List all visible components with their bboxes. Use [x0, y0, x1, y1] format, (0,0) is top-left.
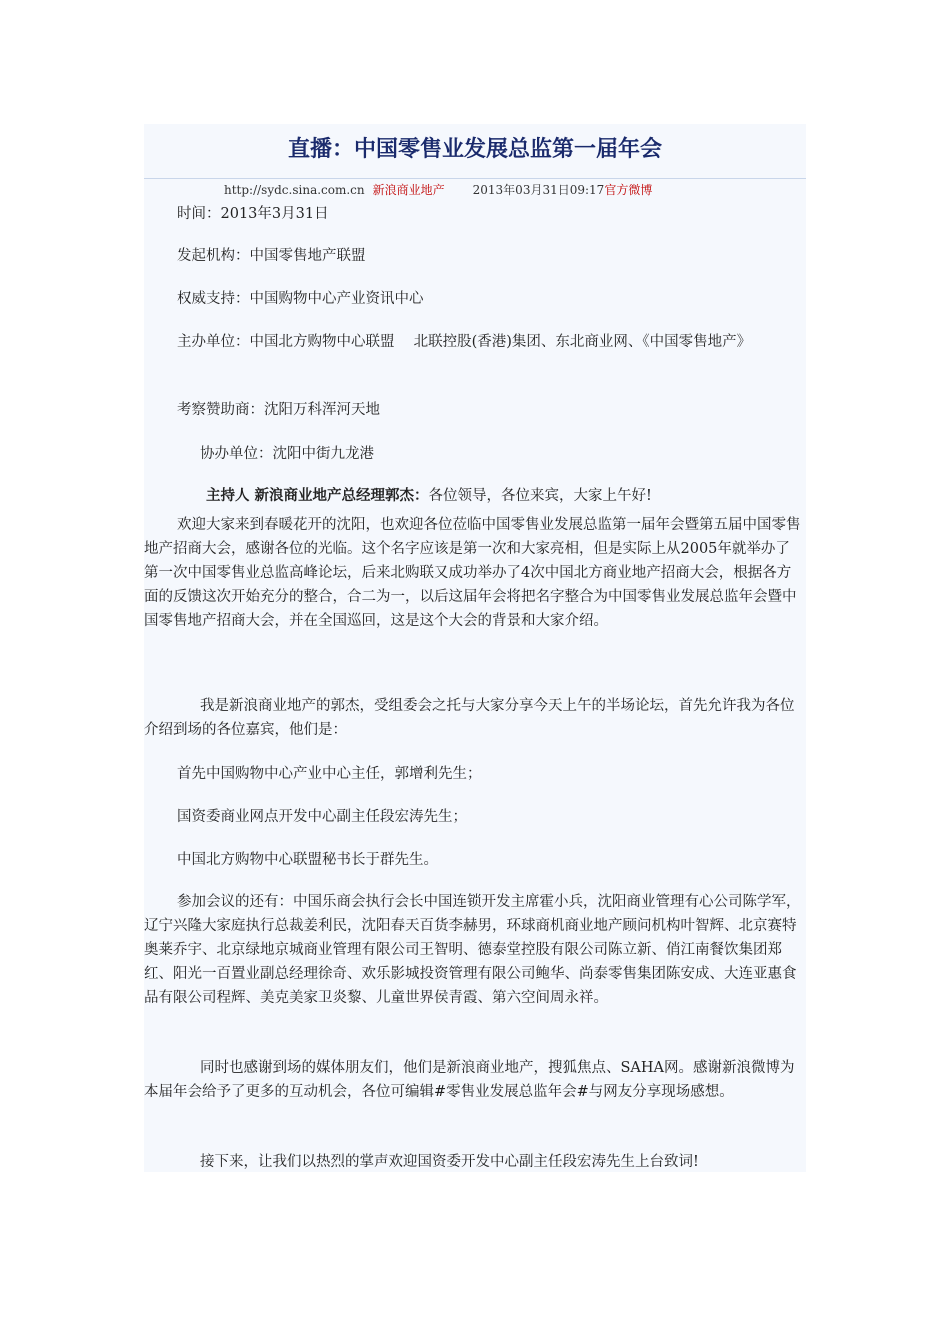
- article: [144, 124, 806, 1172]
- paragraph-media: 同时也感谢到场的媒体朋友们，他们是新浪商业地产，搜狐焦点、SAHA网。感谢新浪微博为本届年会给予了更多的互动机会，各位可编辑#零售业发展总监年会#与网友分享现场感想。: [144, 1060, 795, 1100]
- guest-2: 国资委商业网点开发中心副主任段宏涛先生；: [177, 809, 467, 825]
- info-co-organizer: 协办单位：沈阳中街九龙港: [200, 446, 374, 462]
- guest-1: 首先中国购物中心产业中心主任，郭增利先生；: [177, 766, 482, 782]
- paragraph-welcome: 欢迎大家来到春暖花开的沈阳，也欢迎各位莅临中国零售业发展总监第一届年会暨第五届中国零售地产招商大会，感谢各位的光临。这个名字应该是第一次和大家亮相，但是实际上从2005年就举办了第一次中国零售业总监高峰论坛，后来北购联又成功举办了4次中国北方商业地产招商大会，根据各方面的反馈这次开始充分的整合，合二为一，以后这届年会将把名字整合为中国零售业发展总监年会暨中国零售地产招商大会，并在全国巡回，这是这个大会的背景和大家介绍。: [144, 517, 801, 629]
- host-line: [144, 484, 806, 508]
- info-initiator: 发起机构：中国零售地产联盟: [177, 248, 366, 264]
- info-time: 时间：2013年3月31日: [177, 206, 329, 222]
- info-sponsor: 考察赞助商：沈阳万科浑河天地: [177, 402, 380, 418]
- info-organizer: 主办单位：中国北方购物中心联盟 北联控股(香港)集团、东北商业网、《中国零售地产》: [177, 334, 752, 350]
- paragraph-next-speaker: 接下来，让我们以热烈的掌声欢迎国资委开发中心副主任段宏涛先生上台致词!: [200, 1154, 699, 1170]
- article-title: 直播：中国零售业发展总监第一届年会: [144, 124, 806, 179]
- weibo-link[interactable]: 官方微博: [604, 183, 653, 197]
- source-link[interactable]: 新浪商业地产: [372, 183, 445, 197]
- host-label: 主持人 新浪商业地产总经理郭杰：: [206, 487, 429, 504]
- info-support: 权威支持：中国购物中心产业资讯中心: [177, 291, 424, 307]
- paragraph-attendees: 参加会议的还有：中国乐商会执行会长中国连锁开发主席霍小兵，沈阳商业管理有心公司陈学军，辽宁兴隆大家庭执行总裁姜利民，沈阳春天百货李赫男，环球商机商业地产顾问机构叶智辉、北京赛特奥莱乔宇、北京绿地京城商业管理有限公司王智明、德泰堂控股有限公司陈立新、俏江南餐饮集团郑红、阳光一百置业副总经理徐奇、欢乐影城投资管理有限公司鲍华、尚泰零售集团陈安成、大连亚惠食品有限公司程辉、美克美家卫炎黎、儿童世界侯青霞、第六空间周永祥。: [144, 894, 801, 1006]
- paragraph-intro: 我是新浪商业地产的郭杰，受组委会之托与大家分享今天上午的半场论坛，首先允许我为各位介绍到场的各位嘉宾，他们是：: [144, 698, 795, 738]
- host-greeting: 各位领导，各位来宾，大家上午好!: [428, 488, 652, 504]
- source-url[interactable]: http://sydc.sina.com.cn: [224, 183, 365, 197]
- guest-3: 中国北方购物中心联盟秘书长于群先生。: [177, 852, 438, 868]
- publish-date: 2013年03月31日09:17: [472, 183, 605, 197]
- article-meta: [144, 179, 806, 201]
